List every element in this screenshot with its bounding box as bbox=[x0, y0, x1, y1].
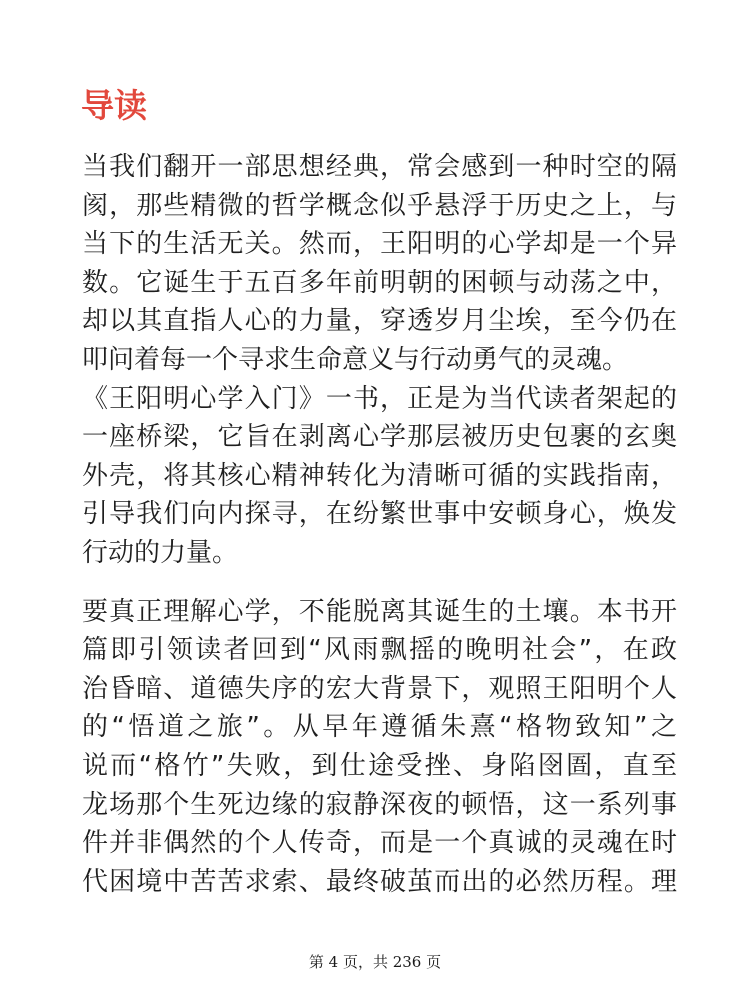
section-heading: 导读 bbox=[81, 86, 147, 125]
paragraph bbox=[82, 593, 677, 902]
text-line: 篇即引领读者回到“风雨飘摇的晚明社会”，在政 bbox=[82, 635, 677, 666]
text-line: 治昏暗、道德失序的宏大背景下，观照王阳明个人 bbox=[82, 673, 677, 704]
text-line: 代困境中苦苦求索、最终破茧而出的必然历程。理 bbox=[82, 866, 677, 897]
text-line: 当下的生活无关。然而，王阳明的心学却是一个异 bbox=[82, 229, 677, 260]
text-line: 叩问着每一个寻求生命意义与行动勇气的灵魂。 bbox=[82, 344, 629, 375]
text-line: 却以其直指人心的力量，穿透岁月尘埃，至今仍在 bbox=[82, 306, 677, 337]
text-line: 说而“格竹”失败，到仕途受挫、身陷囹圄，直至 bbox=[82, 750, 677, 781]
text-line: 外壳，将其核心精神转化为清晰可循的实践指南， bbox=[82, 460, 677, 491]
body-text bbox=[82, 148, 677, 901]
text-line: 要真正理解心学，不能脱离其诞生的土壤。本书开 bbox=[82, 596, 677, 627]
paragraph bbox=[82, 148, 677, 573]
text-line: 的“悟道之旅”。从早年遵循朱熹“格物致知”之 bbox=[82, 712, 677, 743]
page-number: 第 4 页，共 236 页 bbox=[308, 953, 442, 971]
text-line: 龙场那个生死边缘的寂静深夜的顿悟，这一系列事 bbox=[82, 789, 677, 820]
text-line: 行动的力量。 bbox=[82, 537, 239, 568]
text-line: 数。它诞生于五百多年前明朝的困顿与动荡之中， bbox=[82, 267, 677, 298]
text-line: 《王阳明心学入门》一书，正是为当代读者架起的 bbox=[82, 383, 677, 414]
text-line: 件并非偶然的个人传奇，而是一个真诚的灵魂在时 bbox=[82, 828, 677, 859]
text-line: 一座桥梁，它旨在剥离心学那层被历史包裹的玄奥 bbox=[82, 422, 677, 453]
text-line: 当我们翻开一部思想经典，常会感到一种时空的隔 bbox=[82, 152, 677, 182]
text-line: 引导我们向内探寻，在纷繁世事中安顿身心，焕发 bbox=[82, 499, 677, 530]
text-line: 阂，那些精微的哲学概念似乎悬浮于历史之上，与 bbox=[82, 190, 677, 221]
